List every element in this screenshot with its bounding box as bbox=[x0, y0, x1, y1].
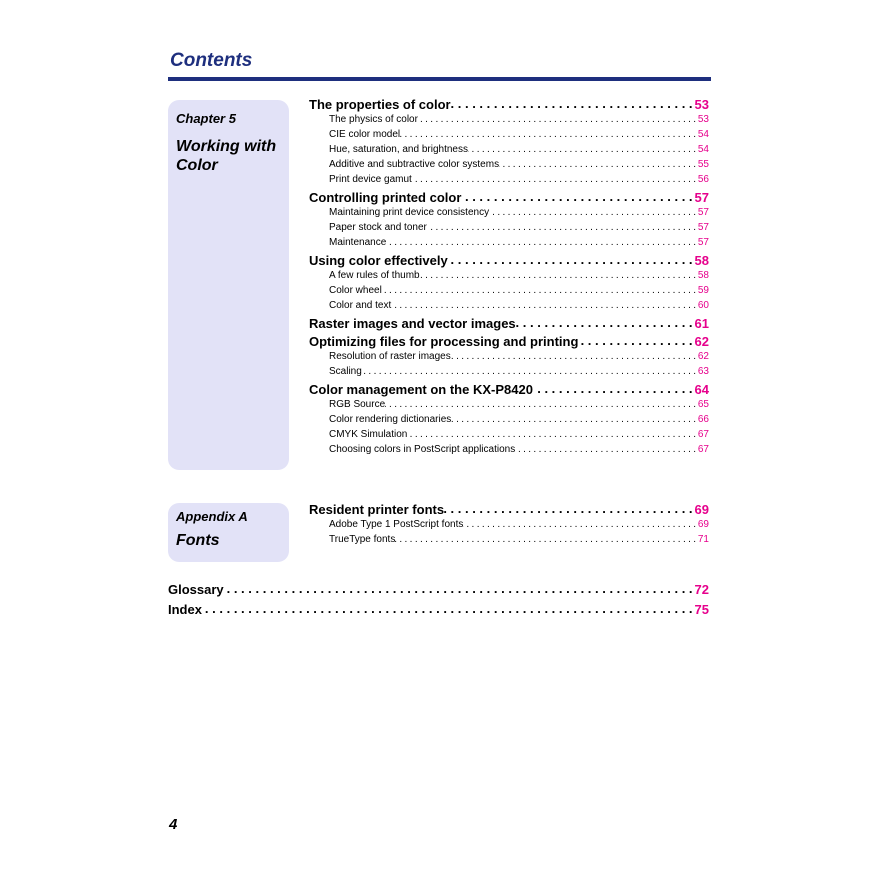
toc-entry[interactable] bbox=[309, 381, 709, 397]
toc-page-ref: 54 bbox=[697, 129, 709, 140]
toc-entry-title: A few rules of thumb bbox=[329, 270, 420, 281]
dot-leader bbox=[407, 427, 696, 437]
toc-entry[interactable] bbox=[168, 581, 709, 597]
toc-entry-title: CMYK Simulation bbox=[329, 429, 408, 440]
toc-entry-title: Adobe Type 1 PostScript fonts bbox=[329, 519, 464, 530]
toc-entry-title: Resolution of raster images bbox=[329, 351, 451, 362]
toc-entry-title: The physics of color bbox=[329, 114, 418, 125]
dot-leader bbox=[515, 442, 696, 452]
toc-entry[interactable] bbox=[309, 127, 709, 142]
toc-page-ref: 58 bbox=[694, 253, 709, 268]
toc-entry[interactable] bbox=[168, 601, 709, 617]
toc-entry[interactable] bbox=[309, 333, 709, 349]
dot-leader bbox=[461, 189, 692, 202]
toc-page-ref: 64 bbox=[694, 382, 709, 397]
toc-entry-title: Using color effectively bbox=[309, 253, 448, 268]
toc-page-ref: 59 bbox=[697, 285, 709, 296]
toc-page-ref: 67 bbox=[697, 429, 709, 440]
toc-entry-title: Maintaining print device consistency bbox=[329, 207, 490, 218]
toc-entry-title: Index bbox=[168, 602, 202, 617]
appendix-toc bbox=[309, 499, 709, 547]
toc-entry-title: Color management on the KX-P8420 bbox=[309, 382, 533, 397]
toc-page-ref: 61 bbox=[694, 316, 709, 331]
toc-page-ref: 57 bbox=[694, 190, 709, 205]
toc-page-ref: 57 bbox=[697, 222, 709, 233]
toc-entry-title: Print device gamut bbox=[329, 174, 412, 185]
back-matter-toc bbox=[168, 577, 709, 617]
toc-entry-title: Paper stock and toner bbox=[329, 222, 427, 233]
chapter-title-line2: Color bbox=[176, 157, 218, 174]
toc-entry-title: Maintenance bbox=[329, 237, 387, 248]
dot-leader bbox=[418, 112, 696, 122]
toc-entry[interactable] bbox=[309, 532, 709, 547]
toc-page-ref: 67 bbox=[697, 444, 709, 455]
toc-page-ref: 65 bbox=[697, 399, 709, 410]
toc-entry[interactable] bbox=[309, 517, 709, 532]
toc-entry-title: Resident printer fonts bbox=[309, 502, 445, 517]
toc-entry[interactable] bbox=[309, 268, 709, 283]
toc-page-ref: 56 bbox=[697, 174, 709, 185]
toc-page-ref: 71 bbox=[697, 534, 709, 545]
toc-entry[interactable] bbox=[309, 397, 709, 412]
toc-page-ref: 54 bbox=[697, 144, 709, 155]
chapter-label: Chapter 5 bbox=[176, 111, 236, 126]
toc-entry[interactable] bbox=[309, 205, 709, 220]
toc-entry[interactable] bbox=[309, 283, 709, 298]
toc-page-ref: 57 bbox=[697, 237, 709, 248]
toc-entry[interactable] bbox=[309, 315, 709, 331]
toc-entry[interactable] bbox=[309, 157, 709, 172]
toc-entry-title: Color and text bbox=[329, 300, 392, 311]
toc-page-ref: 60 bbox=[697, 300, 709, 311]
toc-entry[interactable] bbox=[309, 189, 709, 205]
toc-page-ref: 72 bbox=[694, 582, 709, 597]
dot-leader bbox=[395, 532, 696, 542]
dot-leader bbox=[202, 601, 693, 614]
toc-entry[interactable] bbox=[309, 412, 709, 427]
toc-entry[interactable] bbox=[309, 112, 709, 127]
toc-entry[interactable] bbox=[309, 235, 709, 250]
toc-entry-title: Color rendering dictionaries bbox=[329, 414, 452, 425]
toc-page-ref: 63 bbox=[697, 366, 709, 377]
dot-leader bbox=[451, 96, 693, 109]
dot-leader bbox=[224, 581, 693, 594]
toc-page-ref: 66 bbox=[697, 414, 709, 425]
toc-entry[interactable] bbox=[309, 442, 709, 457]
dot-leader bbox=[400, 127, 696, 137]
chapter-title-line1: Working with bbox=[176, 138, 277, 155]
dot-leader bbox=[451, 349, 696, 359]
dot-leader bbox=[427, 220, 696, 230]
toc-entry-title: Controlling printed color bbox=[309, 190, 462, 205]
toc-entry[interactable] bbox=[309, 364, 709, 379]
toc-entry-title: The properties of color bbox=[309, 97, 451, 112]
toc-entry[interactable] bbox=[309, 501, 709, 517]
toc-entry-title: TrueType fonts bbox=[329, 534, 396, 545]
toc-entry-title: CIE color model bbox=[329, 129, 401, 140]
appendix-label: Appendix A bbox=[176, 509, 248, 524]
toc-entry[interactable] bbox=[309, 142, 709, 157]
toc-entry-title: Choosing colors in PostScript applications bbox=[329, 444, 516, 455]
page-number: 4 bbox=[169, 816, 178, 833]
chapter-panel bbox=[168, 100, 289, 470]
toc-entry-title: Scaling bbox=[329, 366, 362, 377]
dot-leader bbox=[516, 315, 693, 328]
dot-leader bbox=[451, 412, 696, 422]
appendix-panel bbox=[168, 503, 289, 562]
dot-leader bbox=[386, 235, 696, 245]
toc-entry[interactable] bbox=[309, 96, 709, 112]
toc-entry[interactable] bbox=[309, 427, 709, 442]
dot-leader bbox=[533, 381, 693, 394]
toc-page-ref: 53 bbox=[694, 97, 709, 112]
dot-leader bbox=[362, 364, 696, 374]
toc-entry[interactable] bbox=[309, 220, 709, 235]
dot-leader bbox=[385, 397, 696, 407]
toc-page-ref: 57 bbox=[697, 207, 709, 218]
title-rule bbox=[168, 77, 711, 81]
dot-leader bbox=[489, 205, 696, 215]
toc-page-ref: 69 bbox=[694, 502, 709, 517]
toc-page-ref: 62 bbox=[694, 334, 709, 349]
dot-leader bbox=[382, 283, 696, 293]
toc-page-ref: 58 bbox=[697, 270, 709, 281]
toc-page-ref: 55 bbox=[697, 159, 709, 170]
toc-entry-title: Optimizing files for processing and printing bbox=[309, 334, 579, 349]
toc-entry-title: RGB Source bbox=[329, 399, 386, 410]
appendix-title: Fonts bbox=[176, 532, 220, 549]
toc-page-ref: 53 bbox=[697, 114, 709, 125]
toc-page-ref: 69 bbox=[697, 519, 709, 530]
dot-leader bbox=[468, 142, 696, 152]
dot-leader bbox=[499, 157, 696, 167]
dot-leader bbox=[448, 252, 693, 265]
toc-entry-title: Hue, saturation, and brightness bbox=[329, 144, 468, 155]
dot-leader bbox=[578, 333, 692, 346]
toc-entry[interactable] bbox=[309, 298, 709, 313]
toc-page-ref: 62 bbox=[697, 351, 709, 362]
page-title: Contents bbox=[170, 50, 253, 71]
toc-entry-title: Color wheel bbox=[329, 285, 382, 296]
dot-leader bbox=[391, 298, 696, 308]
dot-leader bbox=[412, 172, 696, 182]
chapter-toc bbox=[309, 94, 709, 457]
toc-entry[interactable] bbox=[309, 252, 709, 268]
toc-entry-title: Glossary bbox=[168, 582, 224, 597]
toc-page-ref: 75 bbox=[694, 602, 709, 617]
dot-leader bbox=[420, 268, 696, 278]
toc-entry[interactable] bbox=[309, 172, 709, 187]
dot-leader bbox=[463, 517, 696, 527]
toc-entry-title: Raster images and vector images bbox=[309, 316, 516, 331]
toc-entry-title: Additive and subtractive color systems bbox=[329, 159, 500, 170]
dot-leader bbox=[444, 501, 692, 514]
toc-entry[interactable] bbox=[309, 349, 709, 364]
